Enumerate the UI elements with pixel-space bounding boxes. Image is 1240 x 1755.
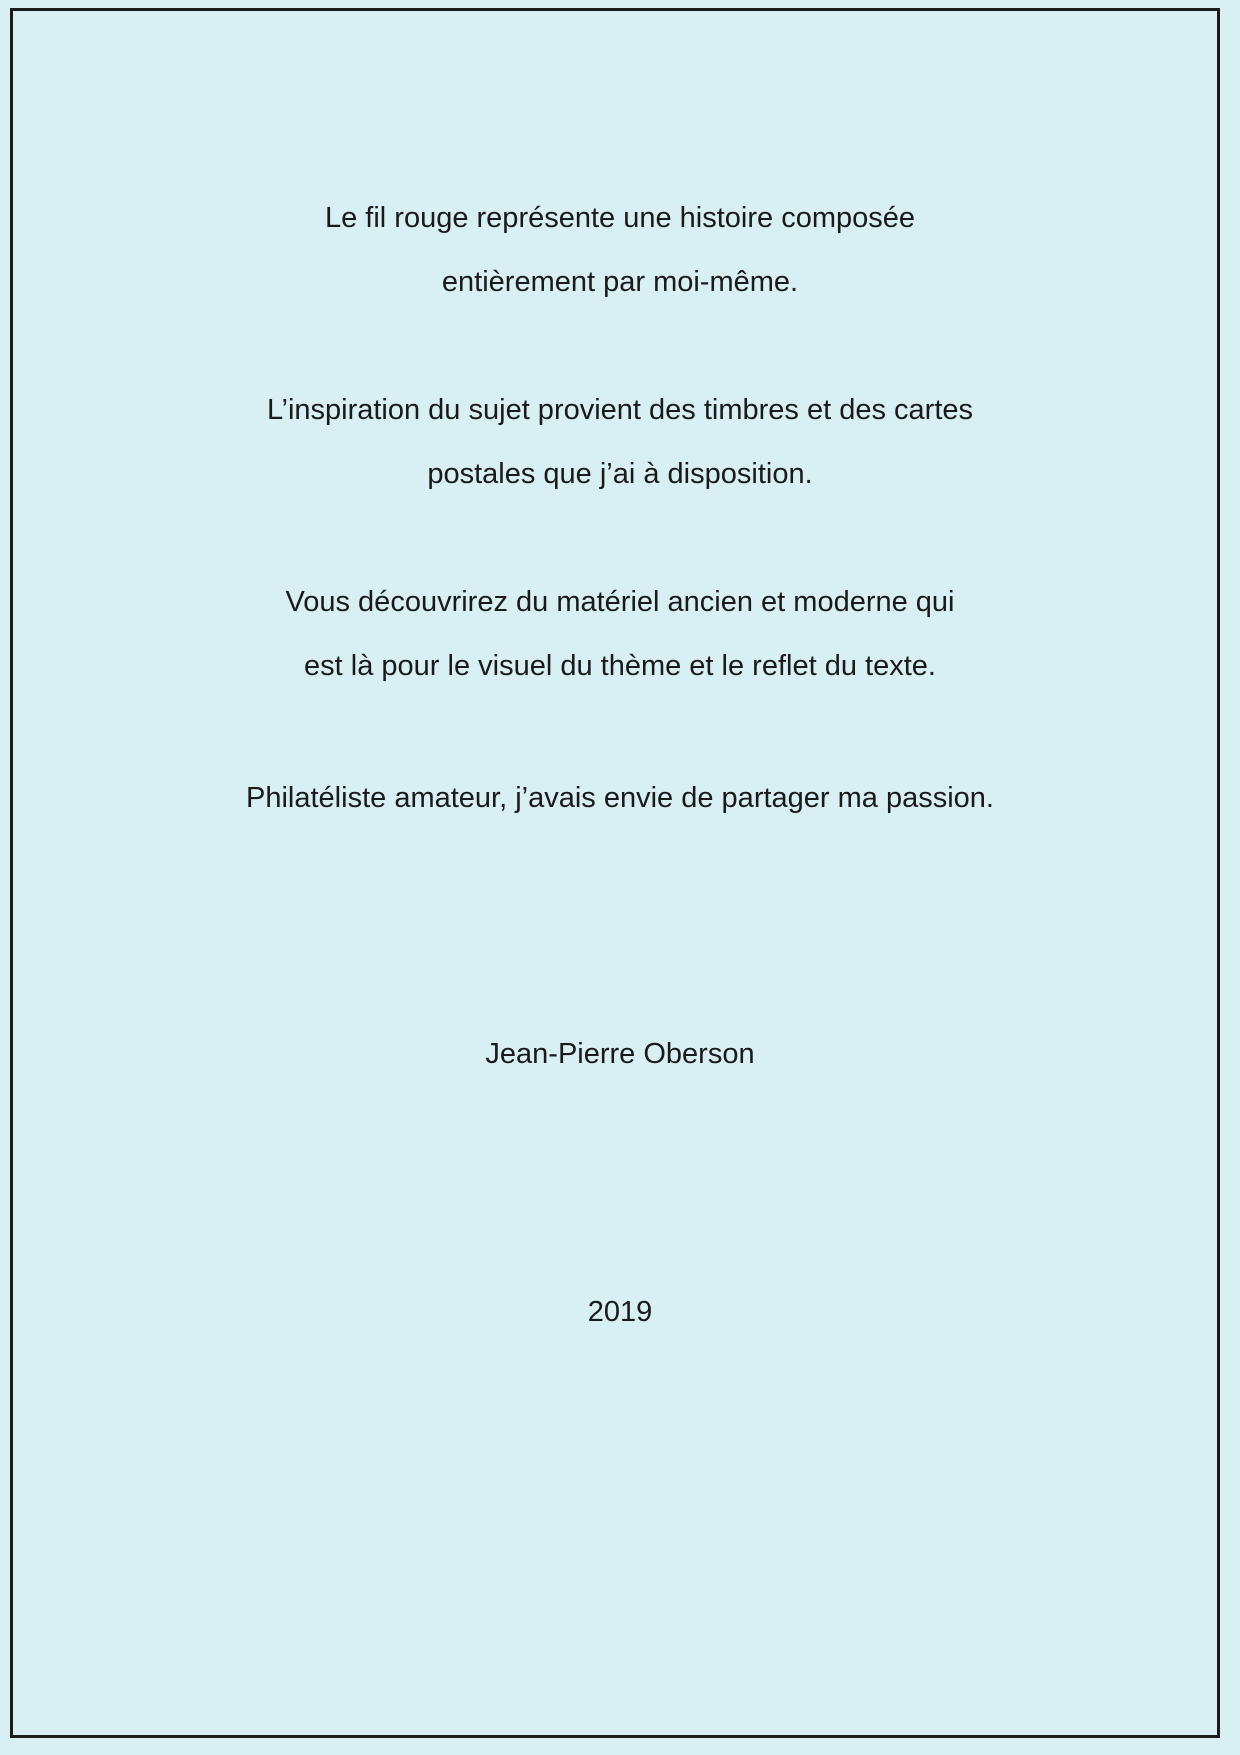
author-name: Jean-Pierre Oberson — [485, 1038, 755, 1070]
paragraph-3-line-1: Vous découvrirez du matériel ancien et moderne qui — [285, 586, 955, 618]
year: 2019 — [587, 1296, 653, 1328]
paragraph-2-line-2: postales que j’ai à disposition. — [427, 458, 813, 490]
paragraph-4-line-1: Philatéliste amateur, j’avais envie de partager ma passion. — [246, 782, 994, 814]
paragraph-1-line-1: Le fil rouge représente une histoire composée — [324, 202, 916, 234]
paragraph-1-line-2: entièrement par moi-même. — [441, 266, 799, 298]
paragraph-3-line-2: est là pour le visuel du thème et le reflet du texte. — [304, 650, 936, 682]
paragraph-2-line-1: L’inspiration du sujet provient des timbres et des cartes — [266, 394, 974, 426]
